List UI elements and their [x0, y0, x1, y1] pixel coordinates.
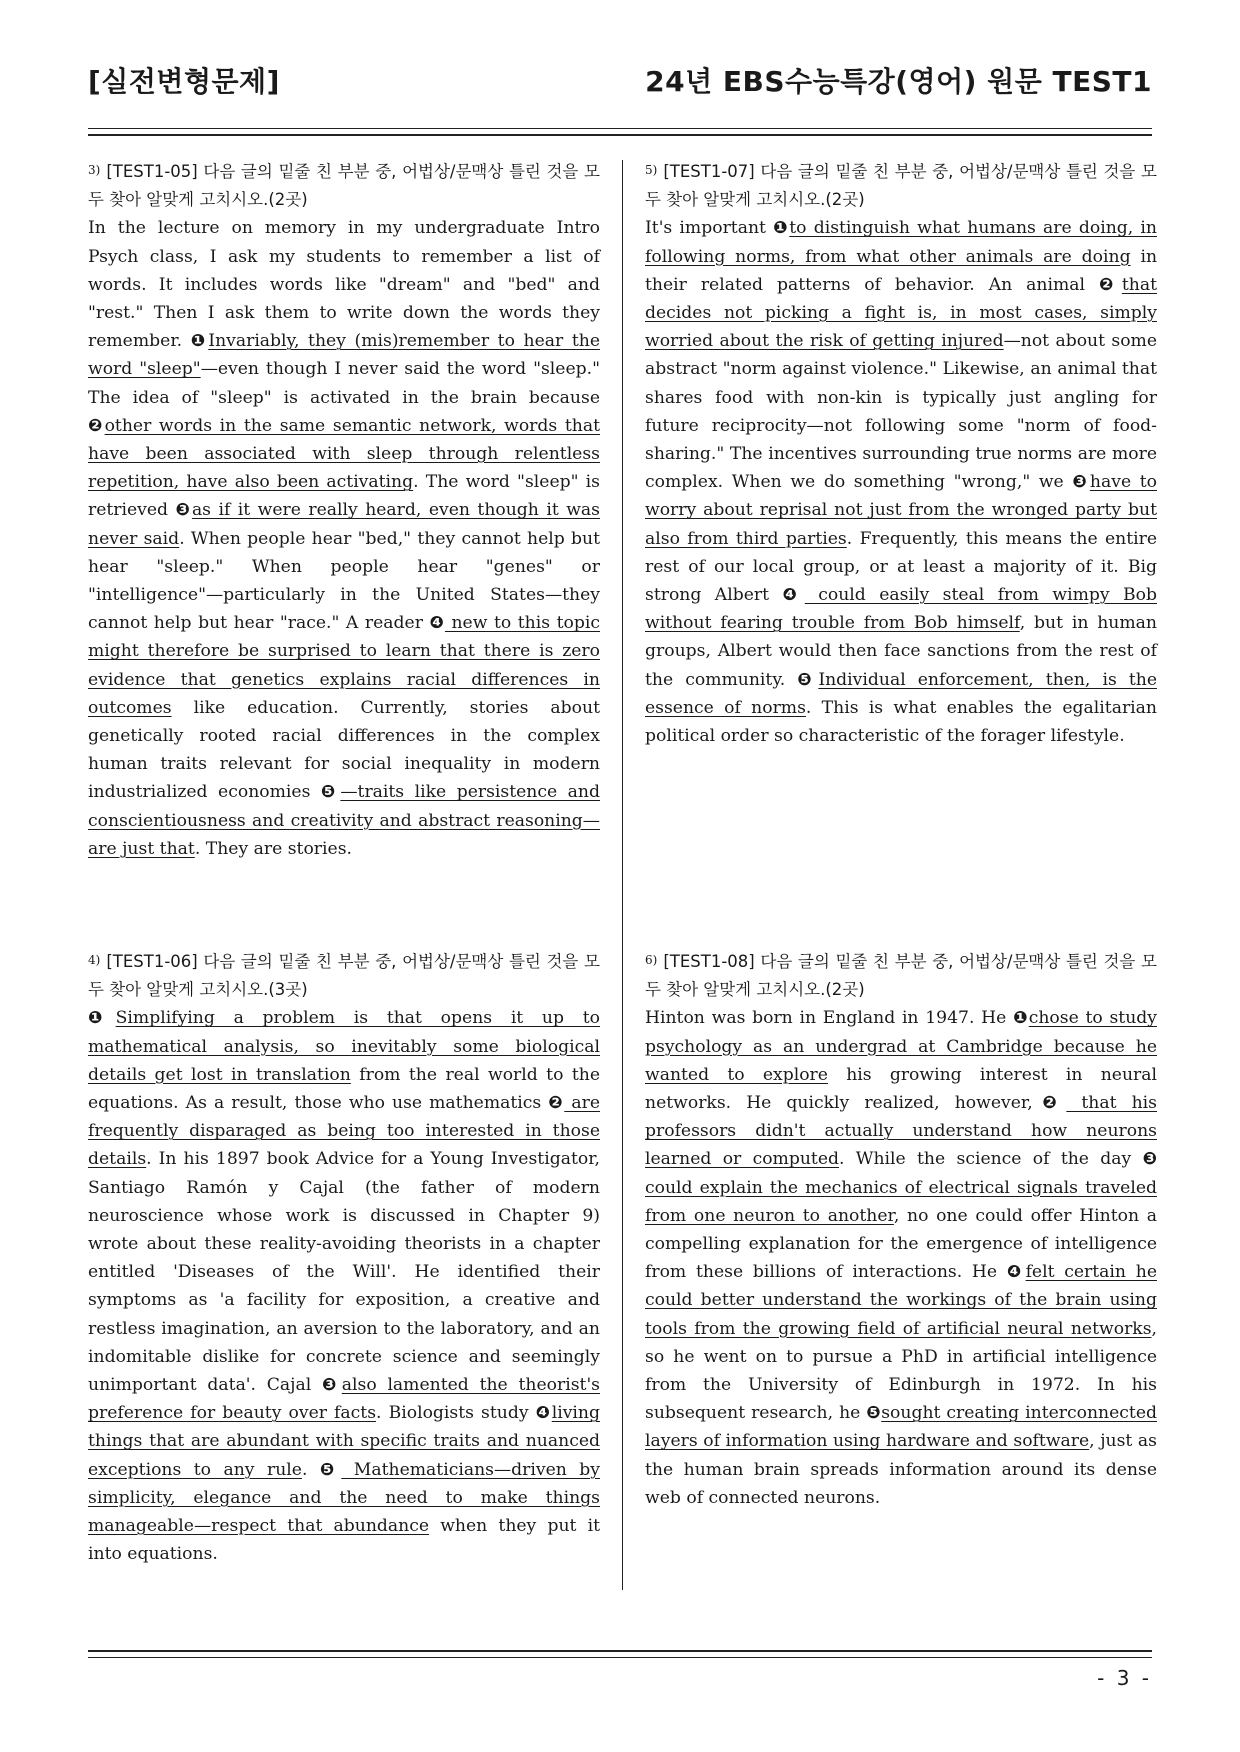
- question-4: [88, 946, 600, 1568]
- choice-marker: ❺: [866, 1403, 882, 1424]
- choice-marker: ❺: [319, 1459, 342, 1480]
- underlined-choice: have to worry about reprisal not just from the wronged party but also from third parties: [645, 472, 1157, 549]
- passage: [88, 218, 600, 858]
- header-right-title: 24년 EBS수능특강(영어) 원문 TEST1: [645, 65, 1152, 98]
- question-prompt: [TEST1-07] 다음 글의 밑줄 친 부분 중, 어법상/문맥상 틀린 것을 모두 찾아 알맞게 고치시오.(2곳): [645, 162, 1157, 210]
- passage-text: . In his 1897 book Advice for a Young Investigator, Santiago Ramón y Cajal (the father of modern neuroscience whose work is discussed in Chapter 9) wrote about these reality-avoiding theorists in a chapter entitled 'Diseases of the Will'. He identified their symptoms as 'a facility for exposition, a creative and restless imagination, an aversion to the laboratory, and an indomitable dislike for concrete science and seemingly unimportant data'. Cajal: [88, 1149, 600, 1396]
- passage-text: when they put it into equations.: [88, 1516, 600, 1565]
- underlined-choice: felt certain he could better understand the workings of the brain using tools from the growing field of artificial neural networks: [645, 1262, 1157, 1339]
- underlined-choice: chose to study psychology as an undergrad at Cambridge because he wanted to explore: [645, 1008, 1157, 1085]
- question-prompt: [TEST1-05] 다음 글의 밑줄 친 부분 중, 어법상/문맥상 틀린 것을 모두 찾아 알맞게 고치시오.(2곳): [88, 162, 600, 210]
- passage-text: his growing interest in neural networks. He quickly realized, however,: [645, 1064, 1157, 1114]
- passage-text: , just as the human brain spreads information around its dense web of connected neurons.: [645, 1431, 1157, 1508]
- passage-text: —even though I never said the word "sleep." The idea of "sleep" is activated in the brain because: [88, 359, 601, 408]
- header-left-title: [실전변형문제]: [88, 65, 280, 98]
- page-header: [88, 60, 1152, 110]
- passage: [88, 1008, 600, 1564]
- choice-marker: ❹: [782, 585, 805, 606]
- underlined-choice: other words in the same semantic network, words that have been associated with sleep through relentless repetition, have also been activating: [88, 415, 600, 493]
- passage-text: like education. Currently, stories about genetically rooted racial differences in the complex human traits relevant for social inequality in modern industrialized economies: [88, 697, 600, 803]
- footer-double-rule: [88, 1650, 1152, 1658]
- choice-marker: ❶: [773, 218, 790, 239]
- passage-text: Hinton was born in England in 1947. He: [645, 1008, 1014, 1029]
- underlined-choice: sought creating interconnected layers of information using hardware and software: [645, 1403, 1157, 1452]
- passage: [645, 218, 1157, 746]
- underlined-choice: Mathematicians—driven by simplicity, elegance and the need to make things manageable—respect that abundance: [88, 1459, 600, 1537]
- choice-marker: ❸: [1142, 1149, 1157, 1170]
- choice-marker: ❷: [1032, 1093, 1067, 1114]
- underlined-choice: new to this topic might therefore be surprised to learn that there is zero evidence that genetics explains racial differences in outcomes: [88, 613, 600, 718]
- choice-marker: ❹: [535, 1403, 552, 1424]
- passage-text: —not about some abstract "norm against violence." Likewise, an animal that shares food with non-kin is typically just angling for future reciprocity—not following some "norm of food-sharing." The incentives surrounding true norms are more complex. When we do something "wrong," we: [645, 331, 1158, 493]
- passage-text: . Biologists study: [376, 1403, 536, 1424]
- choice-marker: ❸: [322, 1375, 342, 1396]
- underlined-choice: —traits like persistence and conscientiousness and creativity and abstract reasoning—are just that: [88, 782, 600, 859]
- passage-text: . The word "sleep" is retrieved: [88, 472, 600, 521]
- underlined-choice: are frequently disparaged as being too interested in those details: [88, 1093, 600, 1170]
- underlined-choice: Simplifying a problem is that opens it up to mathematical analysis, so inevitably some biological details get lost in translation: [88, 1008, 600, 1085]
- underlined-choice: that his professors didn't actually understand how neurons learned or computed: [645, 1093, 1157, 1170]
- column-divider: [622, 160, 623, 1590]
- question-prompt: [TEST1-08] 다음 글의 밑줄 친 부분 중, 어법상/문맥상 틀린 것을 모두 찾아 알맞게 고치시오.(2곳): [645, 952, 1157, 1000]
- choice-marker: ❹: [429, 613, 445, 634]
- choice-marker: ❶: [1013, 1008, 1029, 1029]
- question-number: 3): [88, 163, 101, 177]
- page-number: - 3 -: [1097, 1666, 1152, 1690]
- question-prompt: [TEST1-06] 다음 글의 밑줄 친 부분 중, 어법상/문맥상 틀린 것을 모두 찾아 알맞게 고치시오.(3곳): [88, 952, 600, 1000]
- underlined-choice: could explain the mechanics of electrical signals traveled from one neuron to another: [645, 1177, 1157, 1226]
- underlined-choice: Invariably, they (mis)remember to hear the word "sleep": [88, 331, 600, 380]
- choice-marker: ❹: [1006, 1262, 1026, 1283]
- choice-marker: ❺: [320, 782, 341, 803]
- underlined-choice: also lamented the theorist's preference for beauty over facts: [88, 1375, 600, 1424]
- passage-text: . While the science of the day: [839, 1149, 1143, 1170]
- header-double-rule: [88, 128, 1152, 136]
- passage-text: .: [301, 1459, 320, 1480]
- choice-marker: ❺: [797, 669, 819, 690]
- underlined-choice: Individual enforcement, then, is the essence of norms: [645, 669, 1157, 718]
- question-6: [645, 946, 1157, 1512]
- passage-text: . This is what enables the egalitarian political order so characteristic of the forager lifestyle.: [645, 697, 1157, 747]
- passage-text: , so he went on to pursue a PhD in artificial intelligence from the University of Edinburgh in 1972. In his subsequent research, he: [645, 1318, 1157, 1424]
- question-3: [88, 156, 600, 863]
- underlined-choice: to distinguish what humans are doing, in following norms, from what other animals are doing: [645, 218, 1157, 267]
- choice-marker: ❸: [175, 500, 192, 521]
- passage-text: In the lecture on memory in my undergraduate Intro Psych class, I ask my students to remember a list of words. It includes words like "dream" and "bed" and "rest." Then I ask them to write down the words they remember.: [88, 218, 600, 352]
- underlined-choice: that decides not picking a fight is, in most cases, simply worried about the risk of getting injured: [645, 274, 1157, 352]
- choice-marker: ❶: [88, 1008, 116, 1029]
- choice-marker: ❶: [190, 331, 209, 352]
- passage-text: , but in human groups, Albert would then face sanctions from the rest of the community.: [645, 613, 1157, 690]
- passage-text: . Frequently, this means the entire rest of our local group, or at least a majority of it. Big strong Albert: [645, 528, 1157, 606]
- passage: [645, 1008, 1157, 1507]
- passage-text: , no one could offer Hinton a compelling explanation for the emergence of intelligence from these billions of interactions. He: [645, 1205, 1157, 1283]
- question-number: 4): [88, 953, 101, 967]
- choice-marker: ❷: [548, 1093, 565, 1114]
- choice-marker: ❷: [1098, 274, 1122, 295]
- passage-text: . They are stories.: [194, 838, 352, 859]
- underlined-choice: could easily steal from wimpy Bob without fearing trouble from Bob himself: [645, 585, 1157, 634]
- underlined-choice: living things that are abundant with specific traits and nuanced exceptions to any rule: [88, 1403, 600, 1480]
- question-number: 6): [645, 953, 658, 967]
- question-number: 5): [645, 163, 658, 177]
- choice-marker: ❸: [1072, 472, 1090, 493]
- passage-text: It's important: [645, 218, 774, 239]
- passage-text: in their related patterns of behavior. An animal: [645, 246, 1158, 295]
- choice-marker: ❷: [88, 415, 105, 436]
- passage-text: . When people hear "bed," they cannot help but hear "sleep." When people hear "genes" or "intelligence"—particularly in the United States—they cannot help but hear "race." A reader: [88, 528, 600, 634]
- underlined-choice: as if it were really heard, even though it was never said: [88, 500, 600, 549]
- passage-text: from the real world to the equations. As a result, those who use mathematics: [88, 1064, 600, 1114]
- question-5: [645, 156, 1157, 750]
